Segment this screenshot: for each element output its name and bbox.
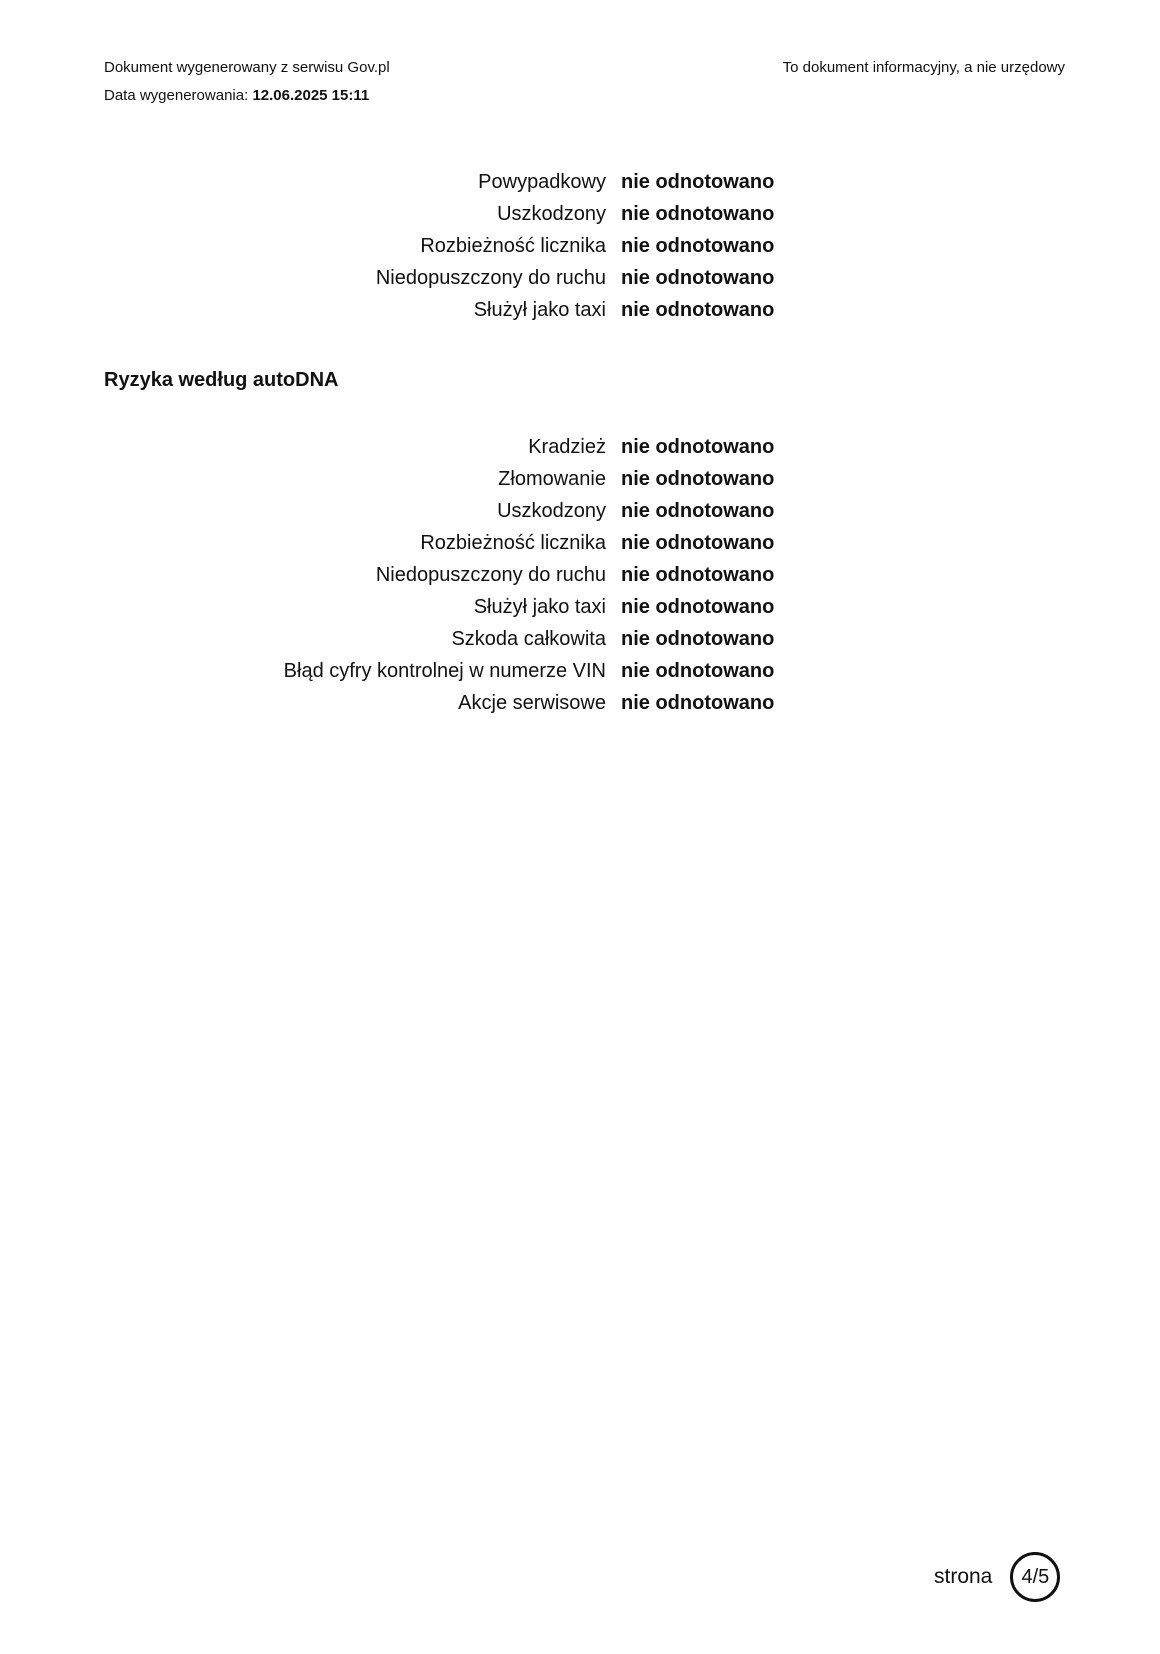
risk-value: nie odnotowano <box>621 532 775 554</box>
risk-value: nie odnotowano <box>621 596 775 618</box>
risk-row <box>0 559 1160 591</box>
risk-row <box>0 431 1160 463</box>
history-label: Niedopuszczony do ruchu <box>375 267 606 289</box>
risk-list <box>0 431 1160 719</box>
risk-row <box>0 463 1160 495</box>
risk-section-heading: Ryzyka według autoDNA <box>104 369 339 391</box>
history-value: nie odnotowano <box>621 267 775 289</box>
risk-row <box>0 655 1160 687</box>
risk-value: nie odnotowano <box>621 660 775 682</box>
history-row <box>0 230 1160 262</box>
risk-row <box>0 591 1160 623</box>
risk-label: Akcje serwisowe <box>458 692 606 714</box>
document-header-left <box>104 54 390 110</box>
document-disclaimer: To dokument informacyjny, a nie urzędowy <box>782 59 1065 76</box>
history-row <box>0 198 1160 230</box>
risk-label: Niedopuszczony do ruchu <box>375 564 606 586</box>
history-row <box>0 294 1160 326</box>
risk-value: nie odnotowano <box>621 468 775 490</box>
history-row <box>0 262 1160 294</box>
risk-label: Służył jako taxi <box>473 596 606 618</box>
history-value: nie odnotowano <box>621 171 775 193</box>
page-indicator <box>934 1549 1060 1605</box>
history-label: Powypadkowy <box>478 171 606 193</box>
risk-value: nie odnotowano <box>621 564 775 586</box>
page-label: strona <box>934 1565 993 1588</box>
risk-label: Rozbieżność licznika <box>420 532 606 554</box>
risk-label: Złomowanie <box>498 468 606 490</box>
risk-value: nie odnotowano <box>621 692 775 714</box>
risk-label: Szkoda całkowita <box>451 628 606 650</box>
history-value: nie odnotowano <box>621 203 775 225</box>
generated-date-value: 12.06.2025 15:11 <box>252 87 370 104</box>
source-text: Dokument wygenerowany z serwisu Gov.pl <box>104 59 390 76</box>
history-label: Uszkodzony <box>497 203 606 225</box>
history-list <box>0 166 1160 326</box>
history-label: Służył jako taxi <box>473 299 606 321</box>
risk-label: Błąd cyfry kontrolnej w numerze VIN <box>283 660 606 682</box>
risk-row <box>0 495 1160 527</box>
risk-label: Kradzież <box>528 436 606 458</box>
generated-date-line <box>104 82 390 110</box>
generated-date-label: Data wygenerowania: <box>104 87 249 104</box>
page-number-badge: 4/5 <box>1010 1552 1060 1602</box>
history-row <box>0 166 1160 198</box>
risk-row <box>0 623 1160 655</box>
history-value: nie odnotowano <box>621 235 775 257</box>
risk-label: Uszkodzony <box>497 500 606 522</box>
history-value: nie odnotowano <box>621 299 775 321</box>
risk-row <box>0 527 1160 559</box>
risk-row <box>0 687 1160 719</box>
risk-value: nie odnotowano <box>621 436 775 458</box>
risk-value: nie odnotowano <box>621 628 775 650</box>
history-label: Rozbieżność licznika <box>420 235 606 257</box>
risk-value: nie odnotowano <box>621 500 775 522</box>
